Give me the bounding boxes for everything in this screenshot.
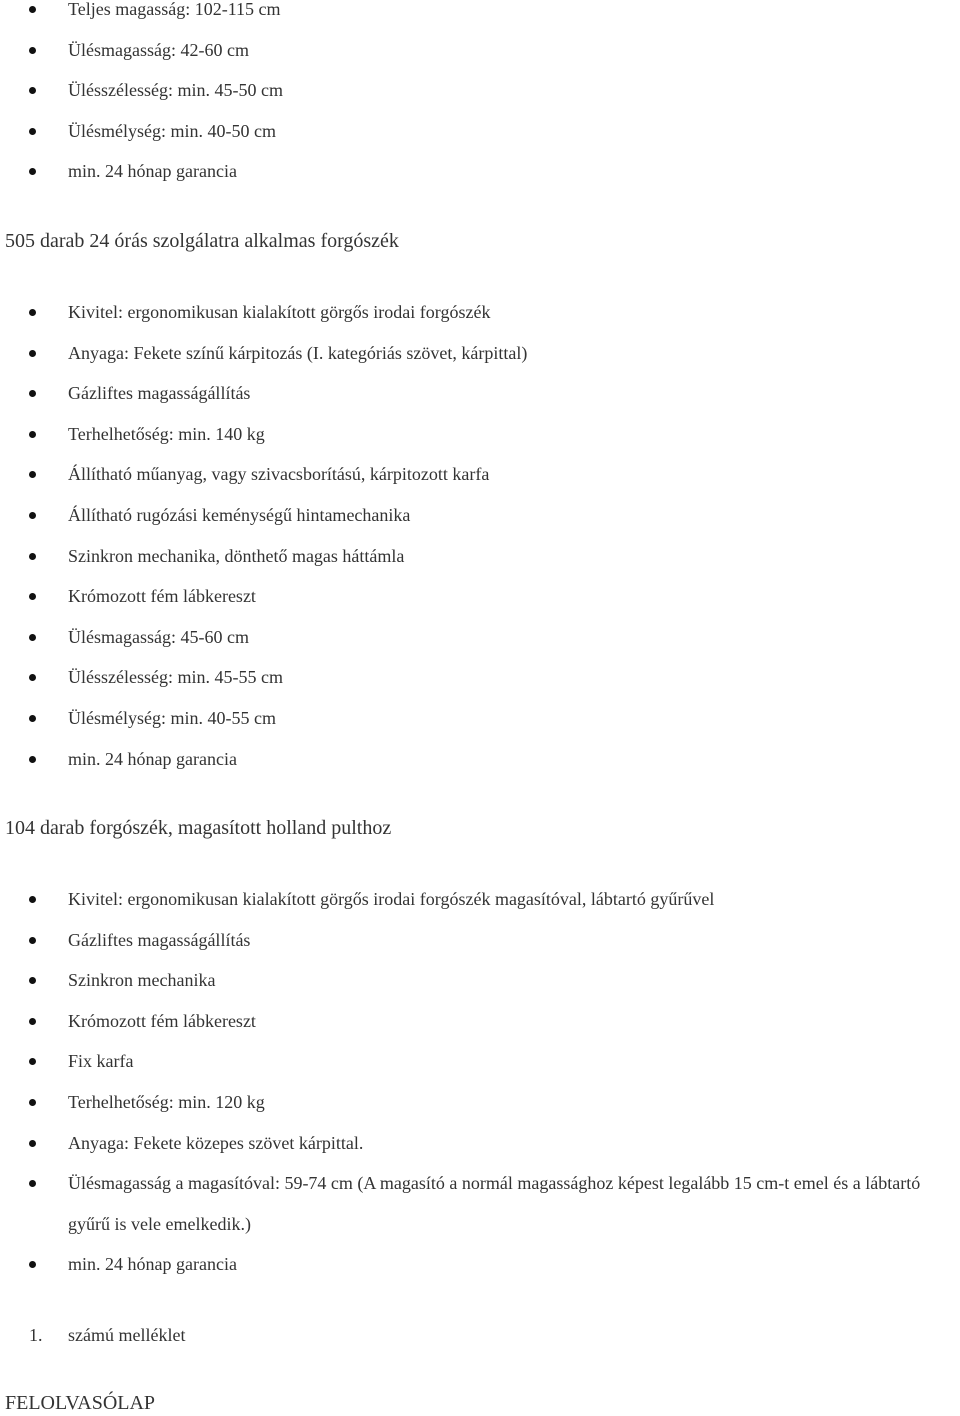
bullet-icon bbox=[29, 937, 36, 944]
bullet-icon bbox=[29, 977, 36, 984]
list-item bbox=[0, 495, 960, 536]
bullet-icon bbox=[29, 47, 36, 54]
bullet-icon bbox=[29, 309, 36, 316]
list-item-text: Terhelhetőség: min. 140 kg bbox=[68, 423, 265, 444]
spec-list-1 bbox=[0, 0, 960, 192]
list-item-text: Szinkron mechanika, dönthető magas háttámla bbox=[68, 545, 405, 566]
list-item bbox=[0, 960, 960, 1001]
bullet-icon bbox=[29, 6, 36, 13]
list-item bbox=[0, 1123, 960, 1164]
bullet-icon bbox=[29, 471, 36, 478]
bullet-icon bbox=[29, 431, 36, 438]
list-item-text: min. 24 hónap garancia bbox=[68, 1254, 237, 1275]
annex-label: számú melléklet bbox=[68, 1325, 186, 1345]
spec-list-2 bbox=[0, 292, 960, 779]
list-item bbox=[0, 698, 960, 739]
bullet-icon bbox=[29, 1261, 36, 1268]
list-item-text: Ülésmagasság a magasítóval: 59-74 cm (A magasító a normál magassághoz képest legalább 15 cm-t emel és a lábtartó gyűrű is vele emelkedik.) bbox=[68, 1173, 921, 1234]
bullet-icon bbox=[29, 896, 36, 903]
list-item-text: min. 24 hónap garancia bbox=[68, 161, 237, 182]
list-item-text: Fix karfa bbox=[68, 1051, 134, 1072]
list-item-text: Terhelhetőség: min. 120 kg bbox=[68, 1091, 265, 1112]
list-item bbox=[0, 70, 960, 111]
annex-number: 1. bbox=[29, 1325, 43, 1345]
list-item-text: Kivitel: ergonomikusan kialakított görgős irodai forgószék bbox=[68, 302, 491, 322]
bullet-icon bbox=[29, 390, 36, 397]
list-item-text: Ülésmélység: min. 40-50 cm bbox=[68, 120, 276, 141]
bullet-icon bbox=[29, 128, 36, 135]
bullet-icon bbox=[29, 674, 36, 681]
list-item bbox=[0, 1163, 960, 1244]
bullet-icon bbox=[29, 715, 36, 722]
bullet-icon bbox=[29, 1099, 36, 1106]
spec-list-3 bbox=[0, 879, 960, 1285]
list-item bbox=[0, 111, 960, 152]
list-item-text: Gázliftes magasságállítás bbox=[68, 929, 251, 950]
list-item-text: Szinkron mechanika bbox=[68, 970, 216, 991]
list-item-text: Ülésszélesség: min. 45-55 cm bbox=[68, 667, 283, 688]
list-item-text: Anyaga: Fekete közepes szövet kárpittal. bbox=[68, 1132, 364, 1153]
bullet-icon bbox=[29, 1058, 36, 1065]
list-item-text: Kivitel: ergonomikusan kialakított görgős irodai forgószék magasítóval, lábtartó gyűrűvel bbox=[68, 889, 715, 909]
bullet-icon bbox=[29, 593, 36, 600]
list-item bbox=[0, 30, 960, 71]
bullet-icon bbox=[29, 350, 36, 357]
list-item bbox=[0, 739, 960, 780]
section-heading-104: 104 darab forgószék, magasított holland pulthoz bbox=[5, 817, 392, 839]
bullet-icon bbox=[29, 512, 36, 519]
list-item-text: Ülésmagasság: 42-60 cm bbox=[68, 39, 249, 60]
list-item bbox=[0, 1244, 960, 1285]
list-item-text: Állítható rugózási keménységű hintamechanika bbox=[68, 504, 411, 525]
list-item bbox=[0, 617, 960, 658]
list-item bbox=[0, 292, 960, 333]
bullet-icon bbox=[29, 1018, 36, 1025]
list-item bbox=[0, 0, 960, 30]
bullet-icon bbox=[29, 1140, 36, 1147]
list-item-text: Anyaga: Fekete színű kárpitozás (I. kategóriás szövet, kárpittal) bbox=[68, 342, 528, 363]
list-item-text: Gázliftes magasságállítás bbox=[68, 383, 251, 404]
list-item bbox=[0, 151, 960, 192]
bullet-icon bbox=[29, 756, 36, 763]
list-item bbox=[0, 879, 960, 920]
list-item bbox=[0, 333, 960, 374]
section-heading-505: 505 darab 24 órás szolgálatra alkalmas forgószék bbox=[5, 230, 399, 252]
bullet-icon bbox=[29, 168, 36, 175]
list-item-text: min. 24 hónap garancia bbox=[68, 748, 237, 769]
list-item-text: Ülésszélesség: min. 45-50 cm bbox=[68, 80, 283, 101]
list-item bbox=[0, 1082, 960, 1123]
list-item bbox=[0, 657, 960, 698]
list-item-text: Ülésmélység: min. 40-55 cm bbox=[68, 707, 276, 728]
list-item bbox=[0, 536, 960, 577]
bullet-icon bbox=[29, 1180, 36, 1187]
bullet-icon bbox=[29, 87, 36, 94]
bullet-icon bbox=[29, 553, 36, 560]
bullet-icon bbox=[29, 634, 36, 641]
list-item-text: Állítható műanyag, vagy szivacsborítású, kárpitozott karfa bbox=[68, 464, 490, 485]
list-item bbox=[0, 920, 960, 961]
list-item bbox=[0, 454, 960, 495]
list-item-text: Teljes magasság: 102-115 cm bbox=[68, 0, 281, 19]
list-item bbox=[0, 414, 960, 455]
list-item bbox=[0, 576, 960, 617]
list-item bbox=[0, 1041, 960, 1082]
section-heading-felolvasolap: FELOLVASÓLAP bbox=[5, 1392, 156, 1414]
list-item-text: Krómozott fém lábkereszt bbox=[68, 586, 256, 607]
list-item-text: Krómozott fém lábkereszt bbox=[68, 1010, 256, 1031]
list-item bbox=[0, 373, 960, 414]
list-item-text: Ülésmagasság: 45-60 cm bbox=[68, 626, 249, 647]
list-item bbox=[0, 1001, 960, 1042]
